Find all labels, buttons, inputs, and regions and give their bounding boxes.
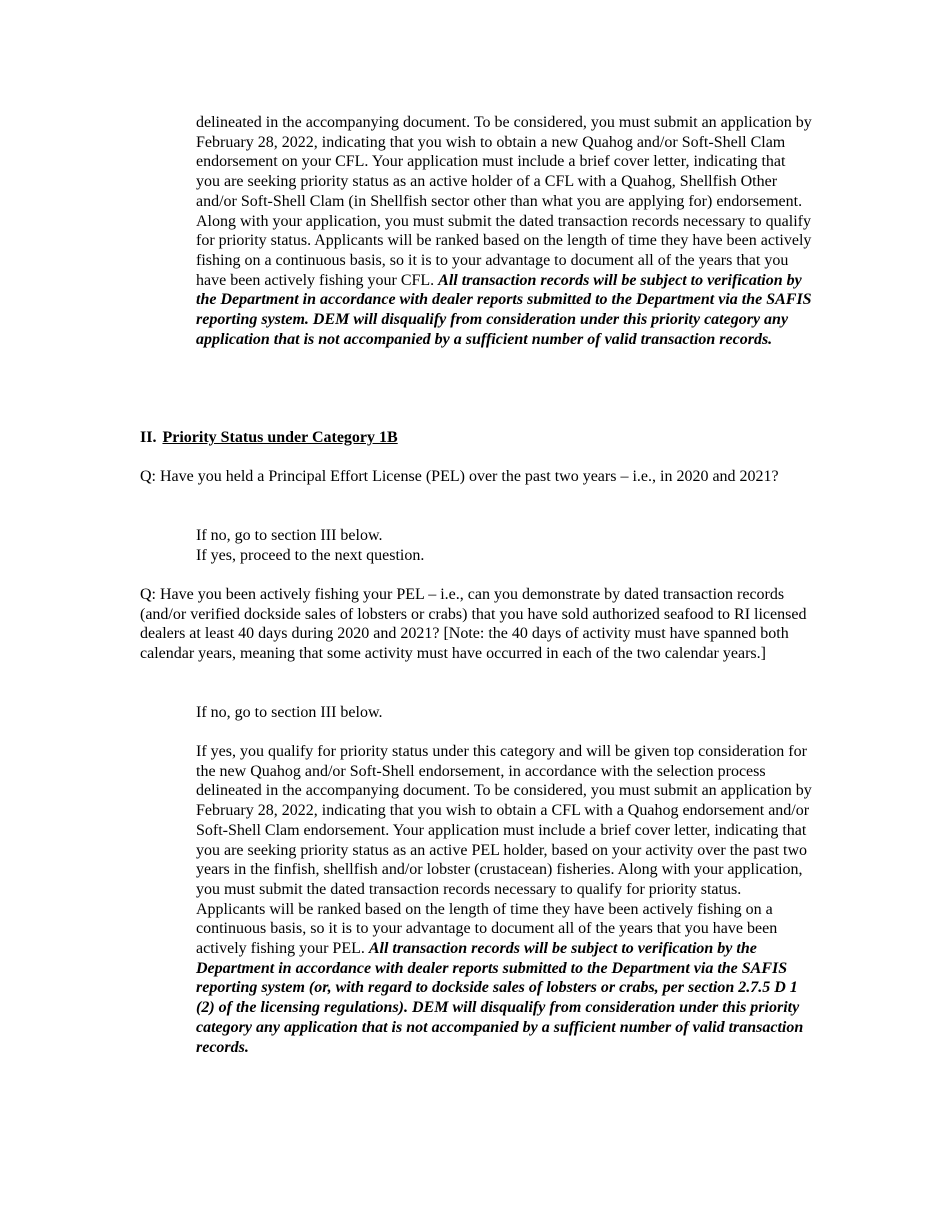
- section1-body-text: delineated in the accompanying document. To be considered, you must submit an application by February 28, 2022, indicating that you wish to obtain a new Quahog and/or Soft-Shell Clam endorsement on your CFL. Your application must include a brief cover letter, indicating that you are seeking priority status as an active holder of a CFL with a Quahog, Shellfish Other and/or Soft-Shell Clam (in Shellfish sector other than what you are applying for) endorsement. Along with your application, you must submit the dated transaction records necessary to qualify for priority status. Applicants will be ranked based on the length of time they have been actively fishing on a continuous basis, so it is to your advantage to document all of the years that you have been actively fishing your CFL.: [196, 114, 812, 289]
- section2-number: II.: [140, 429, 157, 446]
- question-2-yes-paragraph: [196, 742, 812, 1057]
- question-2-verification-notice: All transaction records will be subject to verification by the Department in accordance with dealer reports submitted to the Department via the SAFIS reporting system (or, with regard to dockside sales of lobsters or crabs, per section 2.7.5 D 1 (2) of the licensing regulations). DEM will disqualify from consideration under this priority category any application that is not accompanied by a sufficient number of valid transaction records.: [196, 940, 804, 1056]
- section1-verification-notice: All transaction records will be subject to verification by the Department in accordance with dealer reports submitted to the Department via the SAFIS reporting system. DEM will disqualify from consideration under this priority category any application that is not accompanied by a sufficient number of valid transaction records.: [196, 271, 812, 348]
- section1-continuation-paragraph: [196, 113, 812, 349]
- question-2-yes-body-text: If yes, you qualify for priority status under this category and will be given top consideration for the new Quahog and/or Soft-Shell endorsement, in accordance with the selection process delineated in the accompanying document. To be considered, you must submit an application by February 28, 2022, indicating that you wish to obtain a CFL with a Quahog endorsement and/or Soft-Shell Clam endorsement. Your application must include a brief cover letter, indicating that you are seeking priority status as an active PEL holder, based on your activity over the past two years in the finfish, shellfish and/or lobster (crustacean) fisheries. Along with your application, you must submit the dated transaction records necessary to qualify for priority status. Applicants will be ranked based on the length of time they have been actively fishing on a continuous basis, so it is to your advantage to document all of the years that you have been actively fishing your PEL.: [196, 743, 812, 958]
- section2-title: Priority Status under Category 1B: [162, 429, 398, 446]
- section2-heading: [140, 428, 812, 448]
- question-1: Q: Have you held a Principal Effort License (PEL) over the past two years – i.e., in 2020 and 2021?: [140, 468, 779, 485]
- question-2-no-answer: If no, go to section III below.: [196, 704, 383, 721]
- question-2: Q: Have you been actively fishing your PEL – i.e., can you demonstrate by dated transaction records (and/or verified dockside sales of lobsters or crabs) that you have sold authorized seafood to RI licensed dealers at least 40 days during 2020 and 2021? [Note: the 40 days of activity must have spanned both calendar years, meaning that some activity must have occurred in each of the two calendar years.]: [140, 586, 807, 663]
- question-1-no-answer: If no, go to section III below.: [196, 527, 383, 544]
- question-1-yes-answer: If yes, proceed to the next question.: [196, 547, 425, 564]
